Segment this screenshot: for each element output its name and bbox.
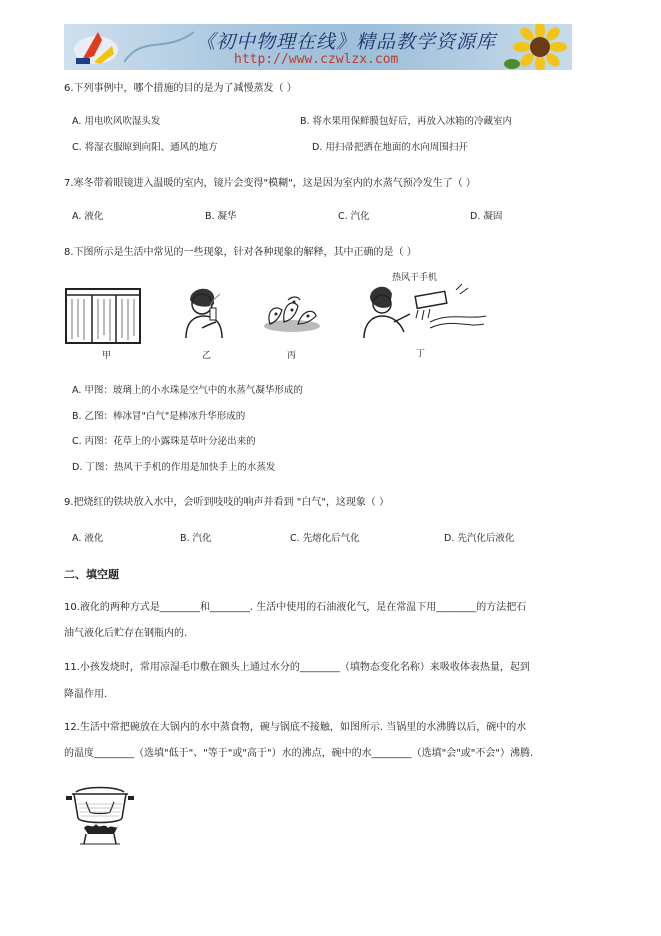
q7-stem: 7.寒冬带着眼镜进入温暖的室内，镜片会变得"模糊"，这是因为室内的水蒸气预冷发生了（ ） [64, 178, 476, 189]
figure-steaming-pot-illustration [64, 782, 136, 846]
q8-option-c[interactable]: C. 丙图：花草上的小露珠是草叶分泌出来的 [72, 436, 256, 447]
figure-label-bing: 丙 [287, 351, 297, 361]
q12-line-2: 的温度________（选填"低于"、"等于"或"高于"）水的沸点，碗中的水________（选填"会"或"不会"）沸腾. [64, 748, 534, 759]
q7-option-d[interactable]: D. 凝固 [470, 211, 503, 222]
q11-line-1: 11.小孩发烧时，常用凉湿毛巾敷在额头上通过水分的________（填物态变化名称）来吸收体表热量，起到 [64, 662, 530, 673]
figure-label-yi: 乙 [202, 351, 212, 361]
q7-option-b[interactable]: B. 凝华 [205, 211, 237, 222]
q9-stem: 9.把烧红的铁块放入水中，会听到吱吱的响声并看到 "白气"，这现象（ ） [64, 497, 390, 508]
sunflower-icon [504, 24, 572, 70]
q6-option-d[interactable]: D. 用扫帚把洒在地面的水向周围扫开 [312, 142, 468, 153]
q6-stem: 6.下列事例中，哪个措施的目的是为了减慢蒸发（ ） [64, 83, 297, 94]
header-banner [64, 24, 572, 70]
figure-hand-dryer-label: 热风干手机 [392, 273, 438, 283]
q9-option-b[interactable]: B. 汽化 [180, 533, 212, 544]
q7-option-a[interactable]: A. 液化 [72, 211, 104, 222]
figure-label-jia: 甲 [102, 351, 112, 361]
q9-option-c[interactable]: C. 先熔化后气化 [290, 533, 360, 544]
q8-option-a[interactable]: A. 甲图：玻璃上的小水珠是空气中的水蒸气凝华形成的 [72, 385, 303, 396]
q8-option-b[interactable]: B. 乙图：棒冰冒"白气"是棒冰升华形成的 [72, 411, 246, 422]
q12-line-1: 12.生活中常把碗放在大锅内的水中蒸食物，碗与锅底不接触，如图所示. 当锅里的水沸腾以后，碗中的水 [64, 722, 527, 733]
figure-dew-plants-illustration [262, 292, 322, 334]
q6-option-c[interactable]: C. 将湿衣服晾到向阳、通风的地方 [72, 142, 218, 153]
q10-line-2: 油气液化后贮存在钢瓶内的. [64, 628, 188, 639]
banner-title: 《初中物理在线》精品教学资源库 [196, 31, 497, 53]
figure-popsicle-illustration [180, 282, 230, 340]
q8-option-d[interactable]: D. 丁图：热风干手机的作用是加快手上的水蒸发 [72, 462, 276, 473]
figure-label-ding: 丁 [416, 349, 426, 359]
q10-line-1: 10.液化的两种方式是________和________. 生活中使用的石油液化气，是在常温下用________的方法把石 [64, 602, 527, 613]
q6-option-a[interactable]: A. 用电吹风吹湿头发 [72, 116, 161, 127]
q6-option-b[interactable]: B. 将水果用保鲜膜包好后，再放入冰箱的冷藏室内 [300, 116, 513, 127]
q9-option-d[interactable]: D. 先汽化后液化 [444, 533, 515, 544]
logo-icon [68, 26, 128, 68]
q9-option-a[interactable]: A. 液化 [72, 533, 104, 544]
q11-line-2: 降温作用. [64, 689, 108, 700]
figure-hand-dryer-illustration [360, 280, 490, 340]
section-heading-fill-blank: 二、填空题 [64, 568, 119, 581]
banner-url: http://www.czwlzx.com [234, 52, 399, 67]
q8-stem: 8.下图所示是生活中常见的一些现象，针对各种现象的解释，其中正确的是（ ） [64, 247, 417, 258]
q7-option-c[interactable]: C. 汽化 [338, 211, 370, 222]
decor-swirl-icon [124, 24, 194, 70]
figure-window-illustration [64, 285, 144, 345]
